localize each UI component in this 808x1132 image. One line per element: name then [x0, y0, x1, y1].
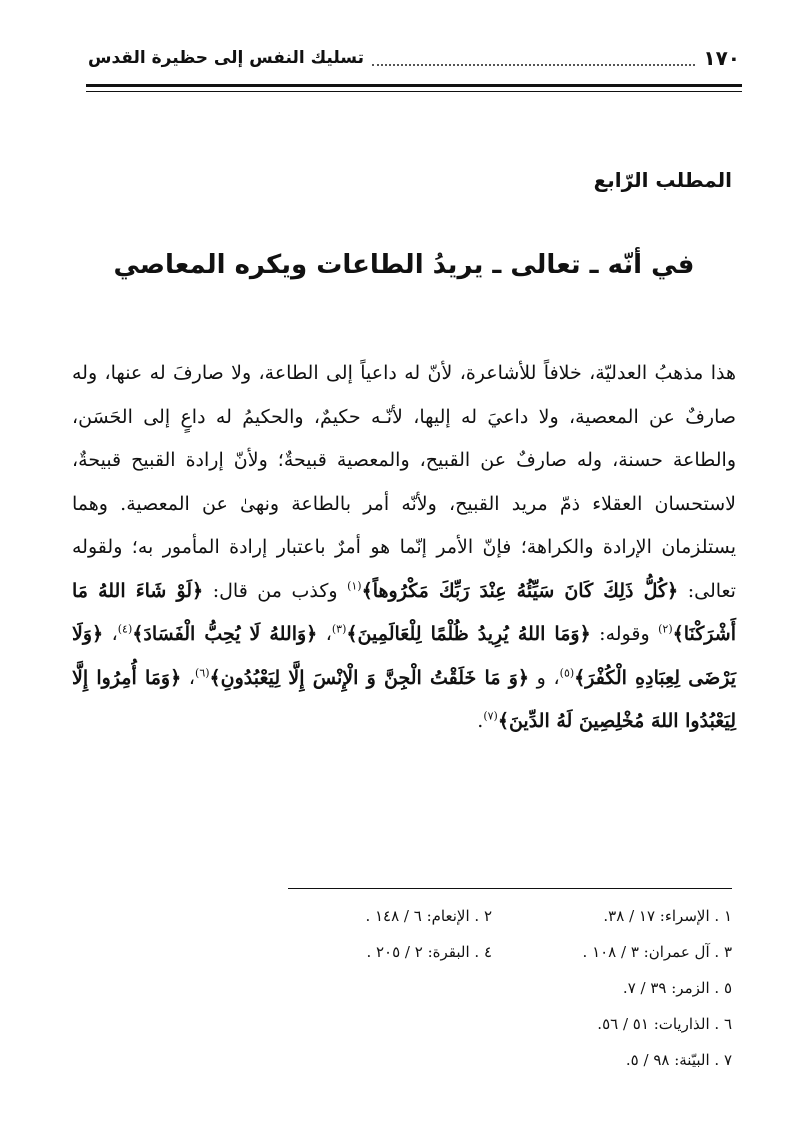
- footnote-3: ٣ . آل عمران: ٣ / ١٠٨ .: [582, 943, 732, 961]
- body-text-6: ، و: [529, 666, 560, 689]
- footnote-2: ٢ . الإنعام: ٦ / ١٤٨ .: [365, 907, 492, 925]
- footnote-1: ١ . الإسراء: ١٧ / ٣٨.: [603, 907, 732, 925]
- body-text-3: وقوله:: [590, 623, 659, 645]
- quran-quote-4: ﴿وَاللهُ لَا يُحِبُّ الْفَسَادَ﴾: [132, 623, 318, 645]
- footnotes: [232, 898, 732, 1078]
- quran-quote-3: ﴿وَمَا اللهُ يُرِيدُ ظُلْمًا لِلْعَالَمِينَ﴾: [346, 623, 591, 645]
- footnote-row: [232, 1042, 732, 1078]
- footnote-ref-1[interactable]: (١): [347, 579, 362, 593]
- footnote-4: ٤ . البقرة: ٢ / ٢٠٥ .: [366, 943, 492, 961]
- footnote-row: [232, 970, 732, 1006]
- header-rule-thick: [86, 84, 742, 87]
- body-text-5: ،: [103, 623, 118, 645]
- section-label: المطلب الرّابع: [593, 168, 732, 192]
- body-text-8: .: [477, 710, 484, 732]
- footnote-row: [232, 1006, 732, 1042]
- footnote-5: ٥ . الزمر: ٣٩ / ٧.: [622, 979, 732, 997]
- main-heading: في أنّه ـ تعالى ـ يريدُ الطاعات ويكره المعاصي: [113, 250, 695, 280]
- quran-quote-7: ﴿وَمَا أُمِرُوا إِلَّا لِيَعْبُدُوا اللهَ مُخْلِصِينَ لَهُ الدِّينَ﴾: [72, 666, 736, 732]
- quran-quote-6: ﴿وَ مَا خَلَقْتُ الْجِنَّ وَ الْإِنْسَ إِلَّا لِيَعْبُدُونِ﴾: [209, 666, 530, 689]
- running-title: تسليك النفس إلى حظيرة القدس: [88, 48, 364, 68]
- header-rule-thin: [86, 91, 742, 92]
- quran-quote-1: ﴿كُلُّ ذَلِكَ كَانَ سَيِّئُهُ عِنْدَ رَبِّكَ مَكْرُوهاً﴾: [361, 579, 679, 602]
- footnote-ref-3[interactable]: (٣): [331, 622, 347, 636]
- footnote-ref-2[interactable]: (٢): [658, 622, 673, 636]
- quran-quote-5: ﴿وَلَا يَرْضَى لِعِبَادِهِ الْكُفْرَ﴾: [72, 623, 737, 689]
- footnote-ref-4[interactable]: (٤): [117, 622, 133, 636]
- footnote-row: [232, 898, 732, 934]
- body-text-intro: هذا مذهبُ العدليّة، خلافاً للأشاعرة، لأنّ له داعياً إلى الطاعة، ولا صارفَ له عنها، وله صارفٌ عن المعصية، ولا داعيَ له إليها، لأنّـه حكيمٌ، والحكيمُ له داعٍ إلى الحَسَن، والطاعة حسنة، وله صارفٌ عن القبيح، والمعصية قبيحةٌ؛ ولأنّ إرادة القبيح قبيحةٌ، لاستحسان العقلاء ذمّ مريد القبيح، ولأنّه أمر بالطاعة ونهىٰ عن المعصية. وهما يستلزمان الإرادة والكراهة؛ فإنّ الأمر إنّما هو أمرٌ باعتبار إرادة المأمور به؛ ولقوله تعالى:: [72, 362, 736, 602]
- footnote-ref-7[interactable]: (٧): [483, 709, 498, 723]
- quran-quote-2: ﴿لَوْ شَاءَ اللهُ مَا أَشْرَكْنَا﴾: [72, 579, 736, 645]
- body-text-2: وكذب من قال:: [203, 579, 348, 602]
- footnote-separator: [288, 888, 732, 889]
- footnote-6: ٦ . الذاريات: ٥١ / ٥٦.: [597, 1015, 732, 1033]
- running-header: [88, 40, 740, 76]
- body-paragraph: [72, 352, 736, 744]
- page-number: ١٧٠: [703, 46, 740, 70]
- footnote-ref-5[interactable]: (٥): [559, 666, 575, 680]
- header-leader-dots: [372, 50, 695, 66]
- footnote-ref-6[interactable]: (٦): [195, 666, 210, 680]
- body-text-4: ،: [317, 623, 332, 645]
- footnote-7: ٧ . البيّنة: ٩٨ / ٥.: [625, 1051, 732, 1069]
- body-text-7: ،: [181, 666, 196, 689]
- footnote-row: [232, 934, 732, 970]
